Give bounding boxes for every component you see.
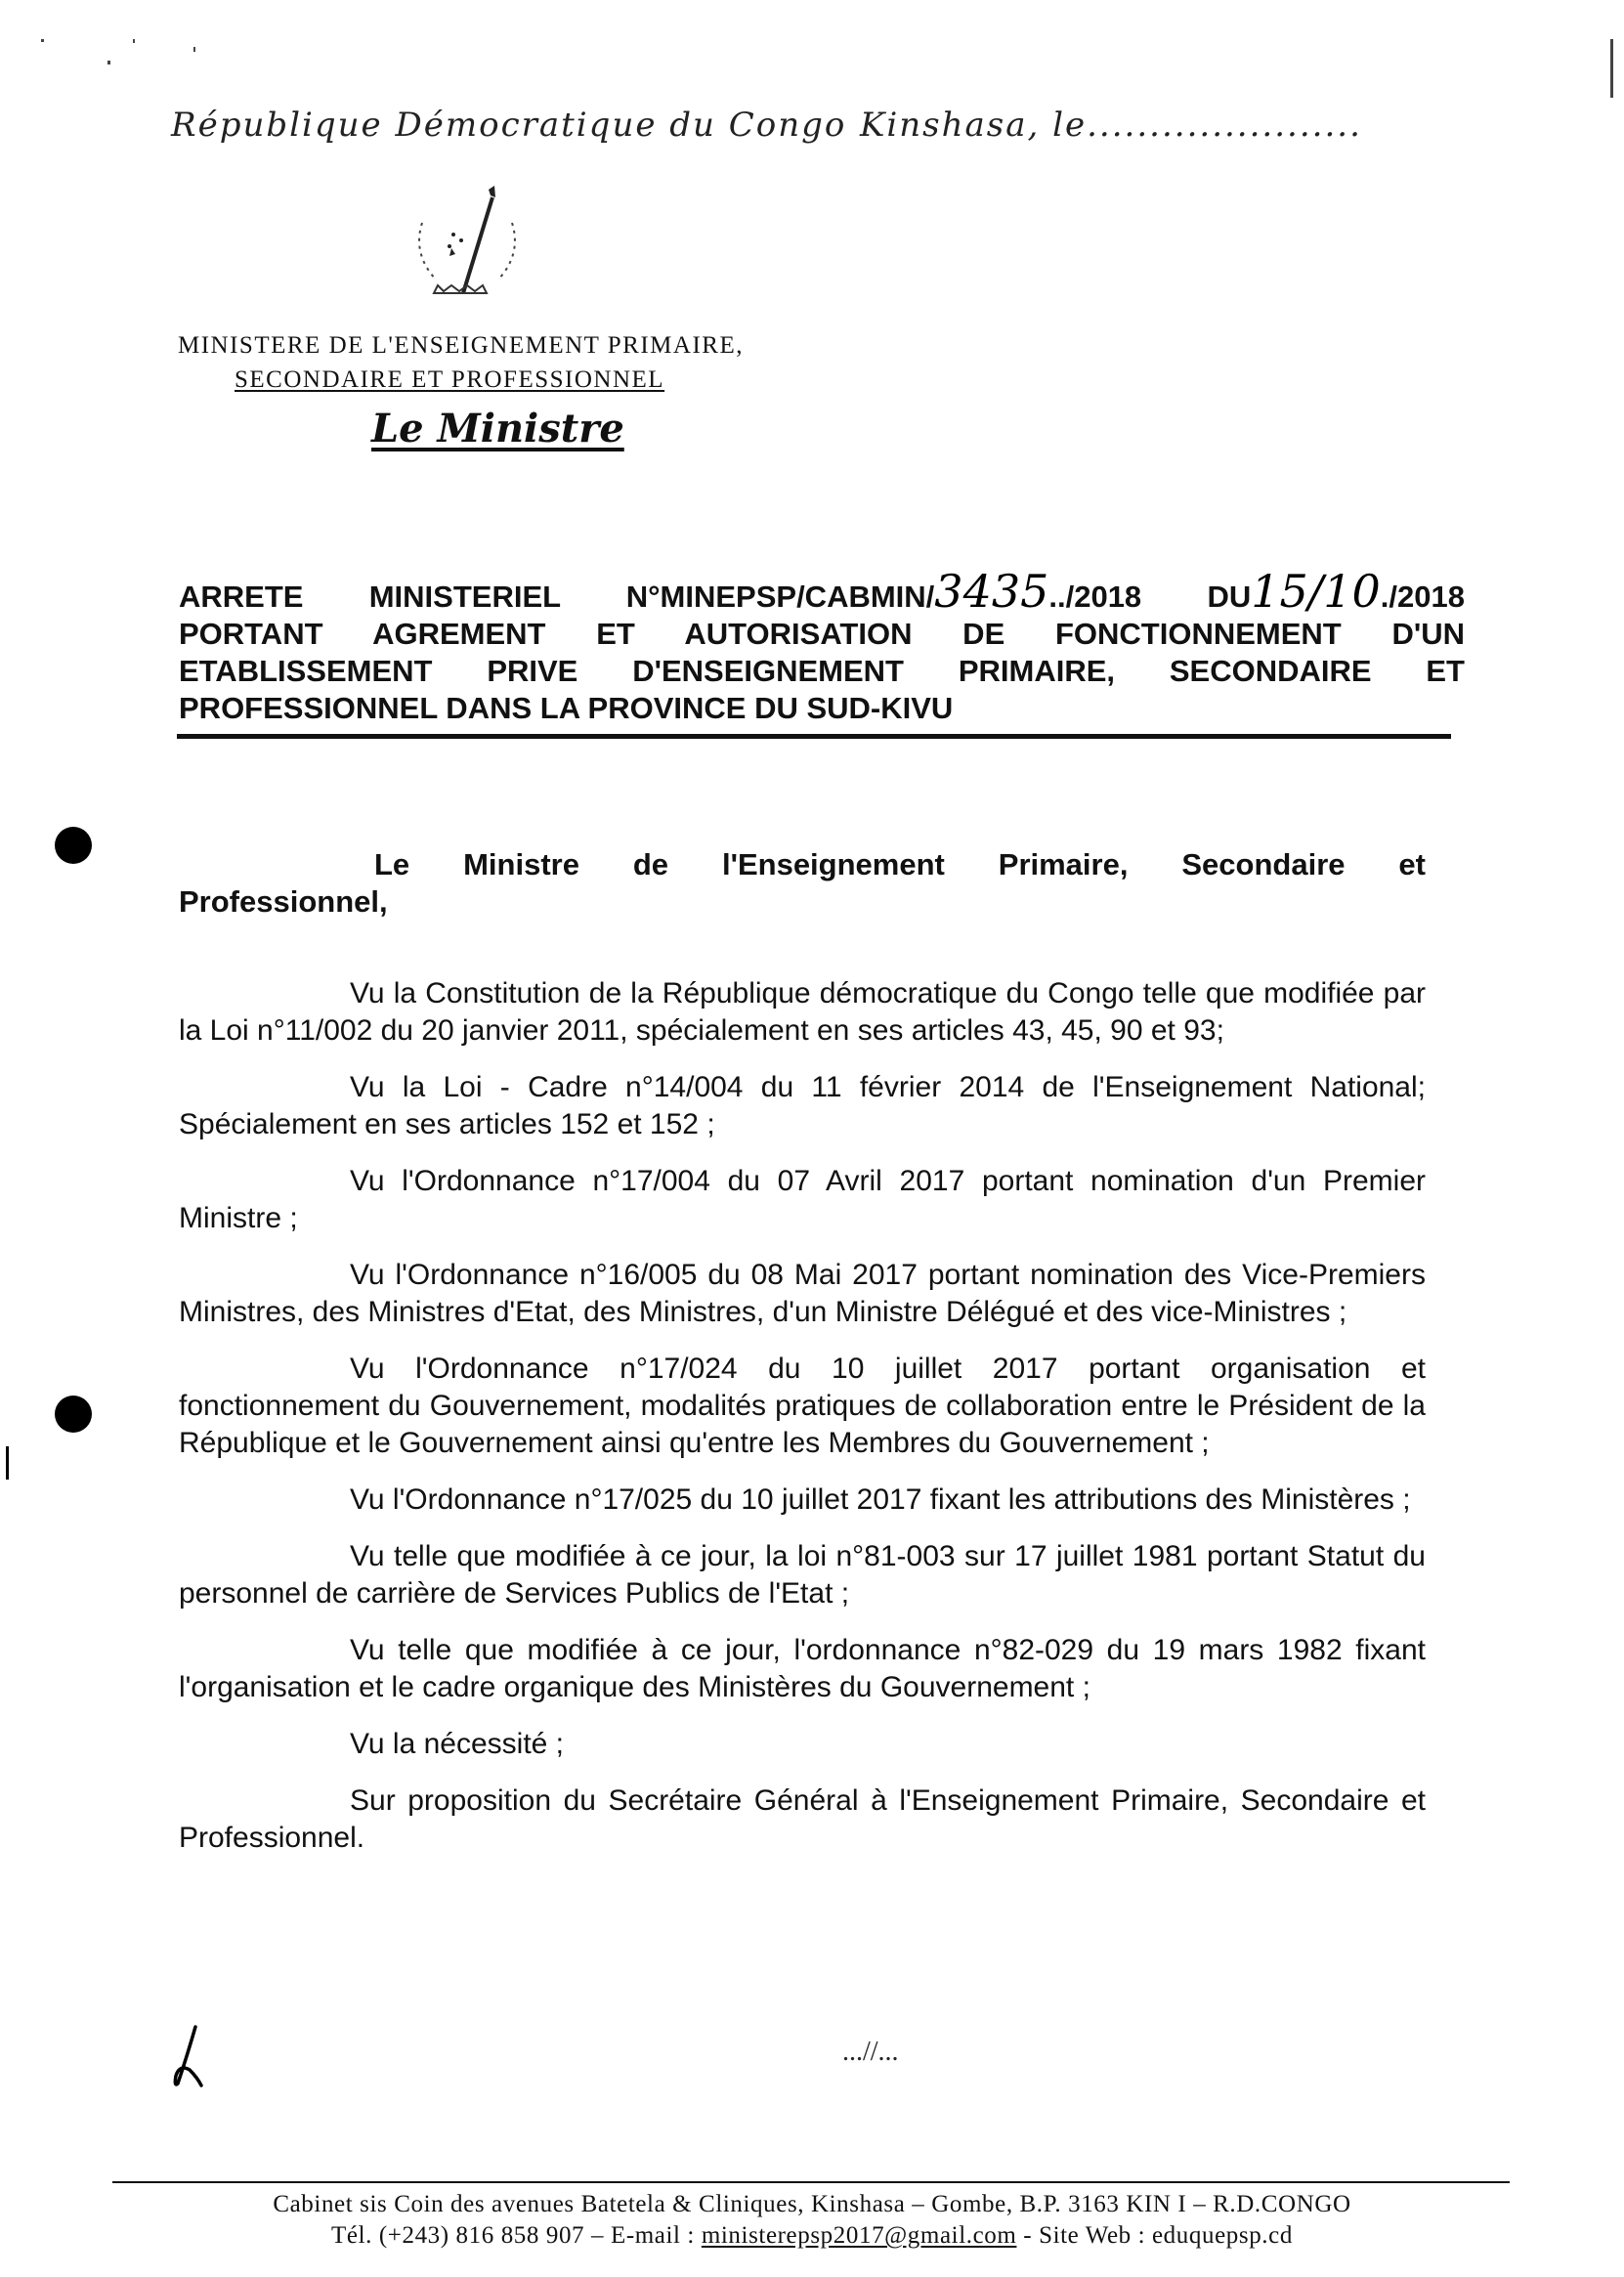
decree-title [179,565,1465,727]
punch-hole-mark [55,1396,92,1433]
place-date-line: Kinshasa, le...................... [860,106,1362,145]
scan-speck [133,39,135,43]
consideration-ordonnance-16-005: Vu l'Ordonnance n°16/005 du 08 Mai 2017 portant nomination des Vice-Premiers Ministres, des Ministres d'Etat, des Ministres, d'un Ministre Délégué et des vice-Ministres ; [179,1259,1426,1328]
footer [0,2189,1624,2252]
decree-title-line1 [179,565,1465,618]
decree-title-line2: PORTANT AGREMENT ET AUTORISATION DE FONCTIONNEMENT D'UN [179,617,1465,651]
consideration-loi-81-003: Vu telle que modifiée à ce jour, la loi n°81-003 sur 17 juillet 1981 portant Statut du personnel de carrière de Services Publics de l'Etat ; [179,1540,1426,1610]
scan-speck [107,61,110,64]
decree-number-suffix: ./2018 [1380,580,1465,614]
ministry-name-line2: SECONDAIRE ET PROFESSIONNEL [235,366,665,393]
considerations-list [179,975,1426,1876]
consideration-ordonnance-17-025: Vu l'Ordonnance n°17/025 du 10 juillet 2017 fixant les attributions des Ministères ; [350,1483,1411,1516]
title-underline-rule [177,734,1451,739]
punch-hole-mark [55,827,92,864]
scan-speck [193,47,195,52]
preamble [179,846,1426,921]
footer-email-link[interactable]: ministerepsp2017@gmail.com [701,2222,1017,2249]
handwritten-decree-date: 15/10 [1251,565,1381,618]
footer-contact [0,2220,1624,2252]
ministry-name-line1: MINISTERE DE L'ENSEIGNEMENT PRIMAIRE, [178,332,744,359]
consideration-ordonnance-17-024: Vu l'Ordonnance n°17/024 du 10 juillet 2017 portant organisation et fonctionnement du Gouvernement, modalités pratiques de collaboration entre le Président de la République et le Gouvernement ainsi qu'entre les Membres du Gouvernement ; [179,1353,1426,1459]
leopard-torch-emblem-icon [399,184,535,306]
decree-title-line4: PROFESSIONNEL DANS LA PROVINCE DU SUD-KIVU [179,691,954,725]
decree-number-mid: ../2018 DU [1048,580,1252,614]
consideration-ordonnance-17-004: Vu l'Ordonnance n°17/004 du 07 Avril 2017 portant nomination d'un Premier Ministre ; [179,1165,1426,1234]
footer-address: Cabinet sis Coin des avenues Batetela & Cliniques, Kinshasa – Gombe, B.P. 3163 KIN I – R.D.CONGO [273,2191,1351,2217]
consideration-proposition: Sur proposition du Secrétaire Général à l'Enseignement Primaire, Secondaire et Professionnel. [179,1784,1426,1854]
consideration-ordonnance-82-029: Vu telle que modifiée à ce jour, l'ordonnance n°82-029 du 19 mars 1982 fixant l'organisation et le cadre organique des Ministères du Gouvernement ; [179,1634,1426,1703]
scan-edge-mark [1610,39,1613,98]
footer-rule [112,2181,1510,2183]
le-ministre-heading: Le Ministre [371,406,624,451]
handwritten-decree-number: 3435 [934,565,1049,618]
scan-speck [41,39,44,42]
scan-margin-mark [6,1446,9,1480]
decree-number-prefix: ARRETE MINISTERIEL N°MINEPSP/CABMIN/ [179,580,935,614]
footer-website: - Site Web : eduquepsp.cd [1016,2222,1293,2249]
consideration-loi-cadre: Vu la Loi - Cadre n°14/004 du 11 février 2014 de l'Enseignement National; Spécialement en ses articles 152 et 152 ; [179,1071,1426,1140]
consideration-necessite: Vu la nécessité ; [350,1728,565,1760]
preamble-text: Le Ministre de l'Enseignement Primaire, Secondaire et Professionnel, [179,847,1426,919]
country-name: République Démocratique du Congo [171,106,847,145]
decree-title-line3: ETABLISSEMENT PRIVE D'ENSEIGNEMENT PRIMAIRE, SECONDAIRE ET [179,654,1465,688]
handwritten-initials-mark [168,2025,207,2093]
continuation-mark: ...//... [842,2037,899,2067]
footer-telephone: Tél. (+243) 816 858 907 – E-mail : [331,2222,702,2249]
consideration-constitution: Vu la Constitution de la République démocratique du Congo telle que modifiée par la Loi n°11/002 du 20 janvier 2011, spécialement en ses articles 43, 45, 90 et 93; [179,977,1426,1047]
